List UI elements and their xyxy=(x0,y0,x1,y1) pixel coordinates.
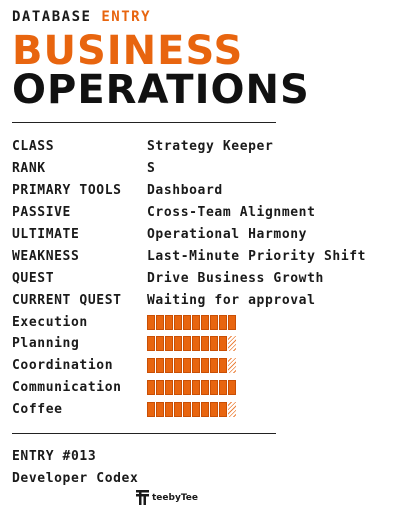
meter-segment-filled xyxy=(219,358,227,373)
meter-row-execution xyxy=(12,311,404,333)
bottom-divider xyxy=(12,433,276,434)
entry-kicker xyxy=(12,8,404,26)
stat-label: PRIMARY TOOLS xyxy=(12,183,122,199)
meter-label: Communication xyxy=(12,380,122,396)
meter-segment-filled xyxy=(183,315,191,330)
meter-bar xyxy=(147,336,236,351)
stat-label: CURRENT QUEST xyxy=(12,292,122,308)
meter-segment-filled xyxy=(156,380,164,395)
meter-segment-filled xyxy=(174,380,182,395)
meter-segment-filled xyxy=(147,402,155,417)
meter-label: Execution xyxy=(12,314,88,330)
stat-value: Strategy Keeper xyxy=(147,139,274,155)
meter-segment-filled xyxy=(147,380,155,395)
meter-segment-filled xyxy=(165,380,173,395)
title-line-2: OPERATIONS xyxy=(12,67,310,113)
meter-segment-filled xyxy=(228,380,236,395)
meter-segment-filled xyxy=(201,402,209,417)
stat-label: QUEST xyxy=(12,270,55,286)
kicker-accent: ENTRY xyxy=(101,9,152,25)
stat-value: Last-Minute Priority Shift xyxy=(147,248,367,264)
meter-row-planning xyxy=(12,333,404,355)
meter-label: Coordination xyxy=(12,358,114,374)
meter-segment-filled xyxy=(165,402,173,417)
meter-segment-filled xyxy=(201,315,209,330)
meter-segment-filled xyxy=(192,358,200,373)
meter-segment-filled xyxy=(201,358,209,373)
meter-segment-filled xyxy=(192,402,200,417)
stat-value: Drive Business Growth xyxy=(147,270,324,286)
meter-row-coffee xyxy=(12,399,404,421)
stat-row-quest xyxy=(12,267,404,289)
meter-segment-filled xyxy=(210,402,218,417)
tt-monogram-icon xyxy=(136,490,149,505)
entry-footer xyxy=(12,446,404,490)
meter-segment-filled xyxy=(183,402,191,417)
meter-segment-empty xyxy=(228,402,236,417)
meter-segment-filled xyxy=(201,336,209,351)
stat-label: CLASS xyxy=(12,139,55,155)
top-divider xyxy=(12,122,276,123)
meter-segment-filled xyxy=(210,336,218,351)
stat-label: PASSIVE xyxy=(12,205,71,221)
meter-label: Coffee xyxy=(12,402,63,418)
meter-segment-filled xyxy=(192,380,200,395)
stats-list xyxy=(12,136,404,421)
stat-value: Dashboard xyxy=(147,183,223,199)
meter-segment-filled xyxy=(210,358,218,373)
meter-row-communication xyxy=(12,377,404,399)
meter-segment-filled xyxy=(210,315,218,330)
meter-segment-filled xyxy=(156,336,164,351)
stat-value: Operational Harmony xyxy=(147,227,308,242)
stat-value: Waiting for approval xyxy=(147,292,316,308)
meter-segment-filled xyxy=(174,358,182,373)
meter-segment-empty xyxy=(228,358,236,373)
meter-segment-filled xyxy=(174,315,182,330)
stat-row-primary-tools xyxy=(12,180,404,202)
stat-label: RANK xyxy=(12,161,46,177)
entry-source: Developer Codex xyxy=(12,470,139,486)
stat-row-rank xyxy=(12,158,404,180)
meter-segment-filled xyxy=(219,315,227,330)
meter-segment-filled xyxy=(147,358,155,373)
meter-segment-filled xyxy=(156,402,164,417)
meter-bar xyxy=(147,358,236,373)
database-entry-card xyxy=(12,8,404,490)
meter-segment-filled xyxy=(210,380,218,395)
meter-segment-filled xyxy=(183,380,191,395)
meter-segment-filled xyxy=(183,336,191,351)
brand-name: teebyTee xyxy=(152,492,198,503)
stat-value: Cross-Team Alignment xyxy=(147,205,316,221)
meter-segment-filled xyxy=(192,315,200,330)
meter-segment-filled xyxy=(174,402,182,417)
meter-segment-filled xyxy=(183,358,191,373)
stat-row-weakness xyxy=(12,245,404,267)
meter-bar xyxy=(147,380,236,395)
meter-segment-filled xyxy=(165,315,173,330)
meter-segment-filled xyxy=(201,380,209,395)
meter-segment-empty xyxy=(228,336,236,351)
brand-mark xyxy=(136,490,198,505)
meter-segment-filled xyxy=(165,336,173,351)
meter-bar xyxy=(147,402,236,417)
meter-segment-filled xyxy=(147,336,155,351)
stat-row-ultimate xyxy=(12,224,404,246)
kicker-prefix: DATABASE xyxy=(12,9,92,25)
meter-label: Planning xyxy=(12,336,80,352)
meter-bar xyxy=(147,315,236,330)
meter-segment-filled xyxy=(174,336,182,351)
stat-row-class xyxy=(12,136,404,158)
meter-segment-filled xyxy=(228,315,236,330)
meter-row-coordination xyxy=(12,355,404,377)
meter-segment-filled xyxy=(156,358,164,373)
meter-segment-filled xyxy=(219,380,227,395)
meter-segment-filled xyxy=(156,315,164,330)
meter-segment-filled xyxy=(147,315,155,330)
meter-segment-filled xyxy=(219,336,227,351)
meter-segment-filled xyxy=(192,336,200,351)
stat-row-passive xyxy=(12,202,404,224)
entry-number: ENTRY #013 xyxy=(12,448,97,464)
stat-row-current-quest xyxy=(12,289,404,311)
stat-label: WEAKNESS xyxy=(12,248,80,264)
stat-value: S xyxy=(147,161,156,177)
stat-label: ULTIMATE xyxy=(12,227,80,242)
title-line-1: BUSINESS xyxy=(12,28,244,74)
meter-segment-filled xyxy=(219,402,227,417)
meter-segment-filled xyxy=(165,358,173,373)
